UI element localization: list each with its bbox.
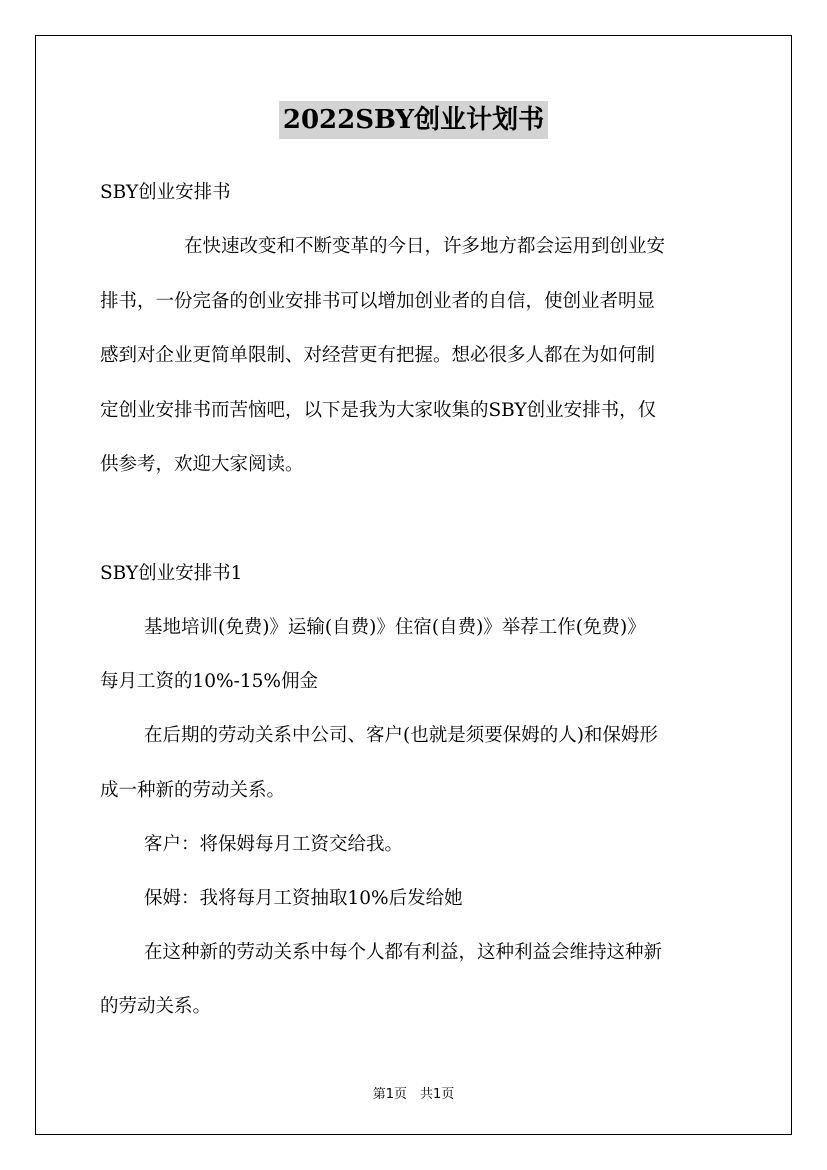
section-heading: SBY创业安排书: [100, 182, 231, 203]
paragraph-line: 成一种新的劳动关系。: [100, 780, 286, 801]
document-title: 2022SBY创业计划书: [279, 101, 548, 139]
document-title-wrap: [0, 100, 827, 140]
page-number: 第1页 共1页: [372, 1087, 455, 1102]
paragraph-line: 基地培训(免费)》运输(自费)》住宿(自费)》举荐工作(免费)》: [144, 617, 646, 638]
paragraph-line: 供参考，欢迎大家阅读。: [100, 454, 304, 475]
paragraph-line: 保姆：我将每月工资抽取10%后发给她: [144, 888, 463, 909]
paragraph-line: 在快速改变和不断变革的今日，许多地方都会运用到创业安: [184, 236, 666, 257]
paragraph-line: 在后期的劳动关系中公司、客户(也就是须要保姆的人)和保姆形: [144, 725, 658, 746]
paragraph-line: 的劳动关系。: [100, 996, 212, 1017]
paragraph-line: 感到对企业更简单限制、对经营更有把握。想必很多人都在为如何制: [100, 345, 656, 366]
section-heading: SBY创业安排书1: [100, 563, 243, 584]
paragraph-line: 在这种新的劳动关系中每个人都有利益，这种利益会维持这种新: [144, 942, 663, 963]
paragraph-line: 排书，一份完备的创业安排书可以增加创业者的自信，使创业者明显: [100, 291, 656, 312]
paragraph-line: 每月工资的10%-15%佣金: [100, 671, 318, 692]
paragraph-line: 客户：将保姆每月工资交给我。: [144, 834, 404, 855]
paragraph-line: 定创业安排书而苦恼吧，以下是我为大家收集的SBY创业安排书，仅: [100, 400, 657, 421]
